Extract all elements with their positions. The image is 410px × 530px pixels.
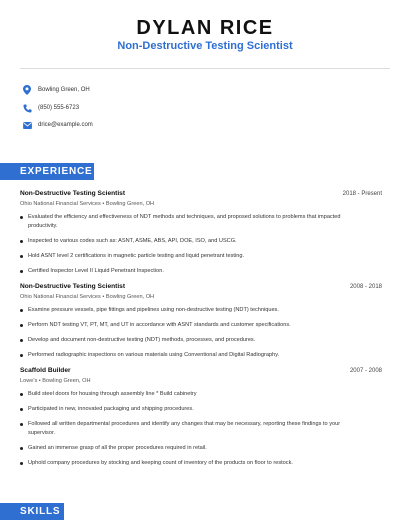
job-bullet: Uphold company procedures by stocking and keeping count of inventory of the products on floor to restock. [20,459,365,468]
job-bullet: Build steel doors for housing through assembly line * Build cabinetry [20,390,365,399]
job-bullet: Followed all written departmental procedures and identify any changes that may be necessary, reporting these findings to your supervisor. [20,420,365,437]
job-company: Ohio National Financial Services • Bowling Green, OH [20,294,155,300]
job-bullet: Performed radiographic inspections on various materials using Conventional and Digital Radiography. [20,351,365,360]
job-title: Scaffold Builder [20,367,71,374]
job-title: Non-Destructive Testing Scientist [20,283,126,290]
location-text: Bowling Green, OH [38,87,90,93]
section-experience: EXPERIENCE [0,163,94,180]
job-bullet: Hold ASNT level 2 certifications in magnetic particle testing and liquid penetrant testing. [20,252,365,261]
job-bullet: Develop and document non-destructive testing (NDT) methods, processes, and procedures. [20,336,365,345]
header-divider [20,68,390,69]
job-bullet: Perform NDT testing VT, PT, MT, and UT in accordance with ASNT standards and customer specifications. [20,321,365,330]
job-bullet: Examine pressure vessels, pipe fittings and pipelines using non-destructive testing (NDT) techniques. [20,306,365,315]
job-bullet: Inspected to various codes such as: ASNT, ASME, ABS, API, DOE, ISO, and USCG. [20,237,365,246]
map-pin-icon [20,83,34,97]
section-skills: SKILLS [0,503,64,520]
email-text: drice@example.com [38,122,93,128]
job-bullet: Gained an immense grasp of all the proper procedures required in retail. [20,444,365,453]
contact-email [20,118,93,132]
phone-text: (850) 555-6723 [38,105,80,111]
job-bullet: Participated in new, innovated packaging and shipping procedures. [20,405,365,414]
job-company: Ohio National Financial Services • Bowling Green, OH [20,201,155,207]
envelope-icon [20,118,34,132]
job-company: Lowe's • Bowling Green, OH [20,378,91,384]
phone-icon [20,101,34,115]
candidate-role: Non-Destructive Testing Scientist [117,40,293,52]
job-dates: 2018 - Present [342,191,382,197]
contact-location [20,83,90,97]
job-dates: 2008 - 2018 [349,284,382,290]
job-bullet: Evaluated the efficiency and effectiveness of NDT methods and techniques, and proposed solutions to problems that impacted productivity. [20,213,365,230]
job-title: Non-Destructive Testing Scientist [20,190,126,197]
contact-phone [20,101,79,115]
job-dates: 2007 - 2008 [349,368,382,374]
candidate-name: DYLAN RICE [136,17,274,39]
job-bullet: Certified Inspector Level II Liquid Penetrant Inspection. [20,267,365,276]
